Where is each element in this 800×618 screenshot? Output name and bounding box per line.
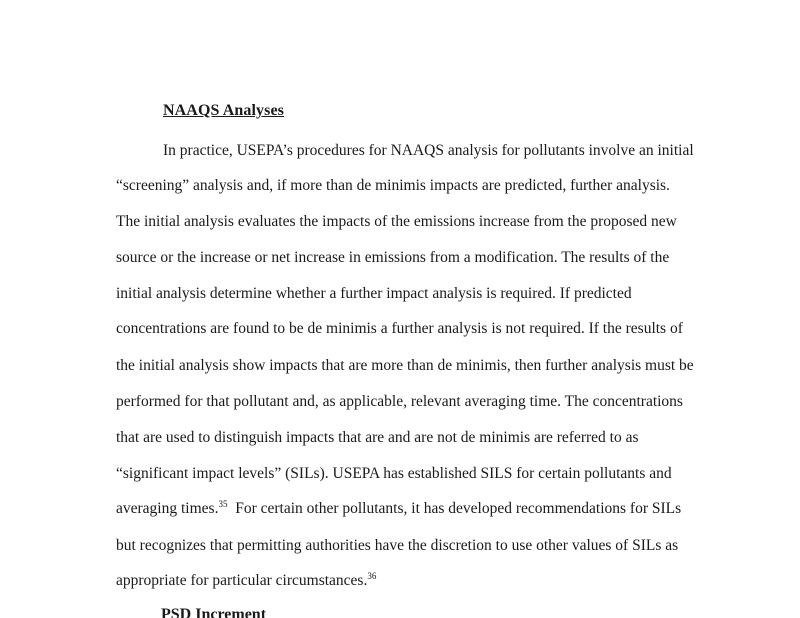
footnote-ref-35[interactable]: 35 <box>218 498 228 509</box>
paragraph-line: but recognizes that permitting authorities have the discretion to use other values of SILs as <box>116 537 679 554</box>
paragraph-line: “significant impact levels” (SILs). USEPA has established SILS for certain pollutants and <box>116 465 672 482</box>
paragraph-line: The initial analysis evaluates the impacts of the emissions increase from the proposed new <box>116 213 677 230</box>
next-section-heading: PSD Increment <box>161 606 267 618</box>
paragraph-line: that are used to distinguish impacts that are and are not de minimis are referred to as <box>116 429 639 446</box>
paragraph-line: performed for that pollutant and, as applicable, relevant averaging time. The concentrations <box>116 393 683 410</box>
paragraph-line: concentrations are found to be de minimis a further analysis is not required. If the results of <box>116 320 683 337</box>
paragraph-line-with-footnote <box>116 499 681 519</box>
paragraph-line: In practice, USEPA’s procedures for NAAQS analysis for pollutants involve an initial <box>163 142 694 159</box>
paragraph-text: averaging times. <box>116 500 219 517</box>
paragraph-text: For certain other pollutants, it has developed recommendations for SILs <box>235 500 682 517</box>
paragraph-line: source or the increase or net increase in emissions from a modification. The results of the <box>116 249 670 266</box>
paragraph-text: appropriate for particular circumstances. <box>116 572 368 589</box>
paragraph-line-with-footnote <box>116 571 376 591</box>
section-heading: NAAQS Analyses <box>163 102 284 119</box>
paragraph-line: “screening” analysis and, if more than de minimis impacts are predicted, further analysis. <box>116 177 670 194</box>
footnote-ref-36[interactable]: 36 <box>367 570 377 581</box>
paragraph-line: initial analysis determine whether a further impact analysis is required. If predicted <box>116 285 632 302</box>
paragraph-line: the initial analysis show impacts that are more than de minimis, then further analysis must be <box>116 357 694 374</box>
